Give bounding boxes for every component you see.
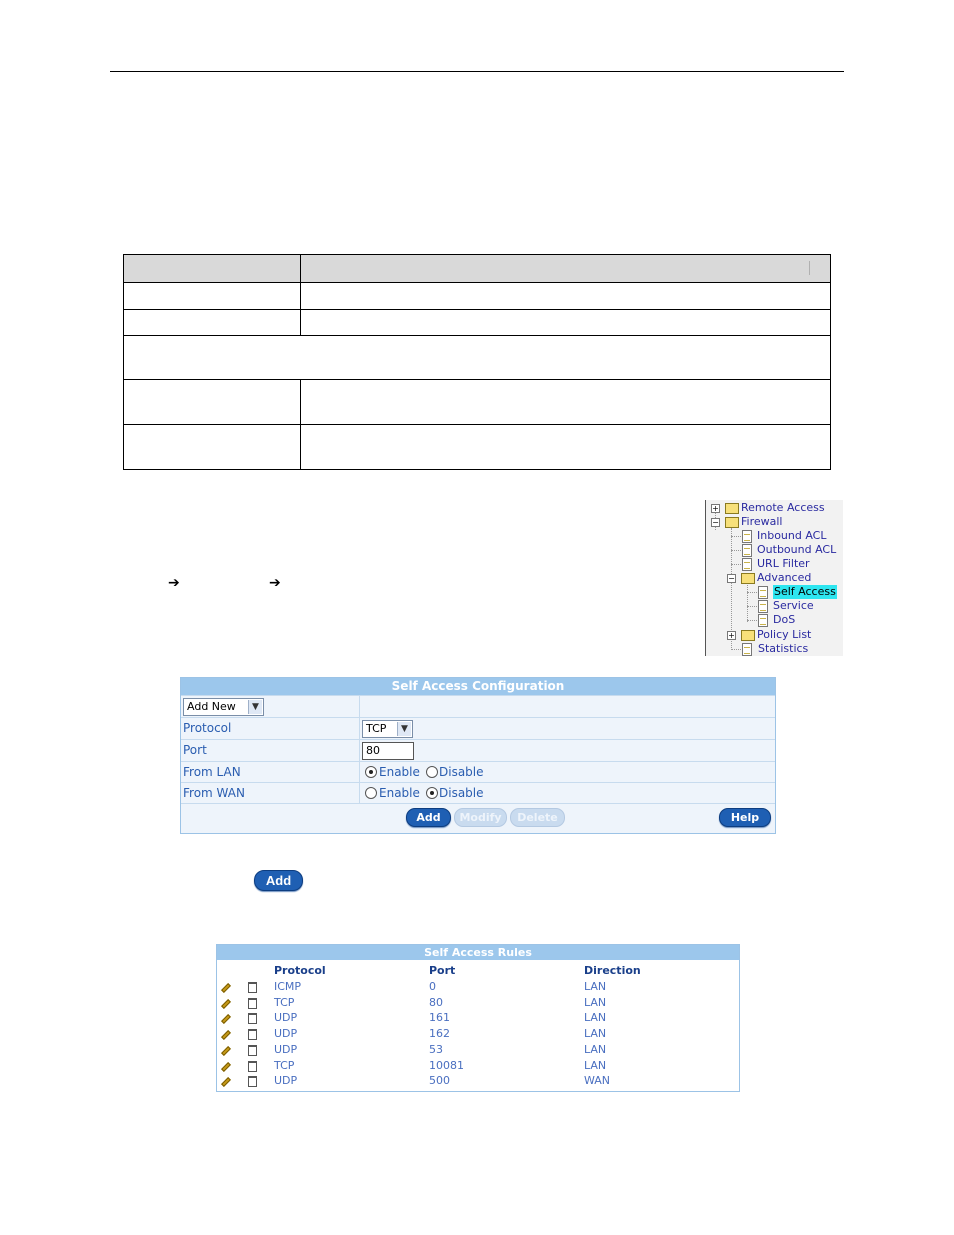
table-row	[217, 996, 739, 1010]
open-folder-icon	[725, 517, 739, 528]
port-label: Port	[183, 743, 207, 757]
page-icon	[742, 558, 752, 571]
protocol-select[interactable]: TCP ▼	[362, 720, 413, 738]
rule-direction: LAN	[584, 980, 607, 993]
table-row	[217, 980, 739, 994]
firewall-nav-tree: + Remote Access − Firewall Inbound ACL Outbound ACL URL Filter − Advanced Self Access Service DoS + Policy List Statistics	[705, 500, 843, 656]
doc-table-span-row	[124, 336, 831, 380]
folder-icon	[725, 503, 739, 514]
delete-trash-icon[interactable]	[248, 1013, 257, 1024]
doc-table-row	[124, 283, 831, 310]
path-arrow-icon: ➔	[269, 575, 281, 591]
rule-protocol: TCP	[274, 1059, 295, 1072]
rule-direction: LAN	[584, 1027, 607, 1040]
rule-port: 0	[429, 980, 436, 993]
delete-trash-icon[interactable]	[248, 1029, 257, 1040]
column-header-direction: Direction	[584, 964, 641, 977]
doc-table-row	[124, 380, 831, 425]
doc-parameter-table	[123, 254, 831, 470]
delete-trash-icon[interactable]	[248, 982, 257, 993]
entry-select-row	[181, 695, 775, 717]
page-header-rule	[110, 71, 844, 72]
rule-port: 162	[429, 1027, 450, 1040]
edit-pencil-icon[interactable]	[221, 1046, 231, 1056]
rule-protocol: UDP	[274, 1027, 298, 1040]
rule-protocol: UDP	[274, 1074, 298, 1087]
table-row	[217, 1027, 739, 1041]
port-row	[181, 739, 775, 761]
self-access-config-panel	[180, 677, 776, 834]
table-row	[217, 1059, 739, 1073]
from-lan-label: From LAN	[183, 765, 241, 779]
from-wan-disable-radio[interactable]	[426, 787, 438, 799]
rule-direction: LAN	[584, 996, 607, 1009]
from-wan-label: From WAN	[183, 786, 245, 800]
doc-table-row	[124, 310, 831, 336]
column-header-protocol: Protocol	[274, 964, 326, 977]
config-title: Self Access Configuration	[181, 678, 775, 695]
doc-table-header-row	[124, 255, 831, 283]
rule-protocol: UDP	[274, 1043, 298, 1056]
edit-pencil-icon[interactable]	[221, 1030, 231, 1040]
open-folder-icon	[741, 573, 755, 584]
edit-pencil-icon[interactable]	[221, 1062, 231, 1072]
rules-title: Self Access Rules	[217, 945, 739, 960]
delete-trash-icon[interactable]	[248, 998, 257, 1009]
rule-direction: LAN	[584, 1043, 607, 1056]
rule-protocol: ICMP	[274, 980, 302, 993]
page-icon	[758, 586, 768, 599]
folder-icon	[741, 630, 755, 641]
expand-icon[interactable]: +	[712, 504, 719, 513]
protocol-label: Protocol	[183, 721, 232, 735]
config-button-row	[181, 803, 775, 832]
path-arrow-icon: ➔	[168, 575, 180, 591]
collapse-icon[interactable]: −	[712, 518, 719, 527]
page-icon	[742, 643, 752, 656]
from-wan-enable-label: Enable	[379, 786, 420, 800]
rule-protocol: TCP	[274, 996, 295, 1009]
table-row	[217, 1043, 739, 1057]
rule-port: 500	[429, 1074, 450, 1087]
protocol-row	[181, 717, 775, 739]
edit-pencil-icon[interactable]	[221, 999, 231, 1009]
edit-pencil-icon[interactable]	[221, 1014, 231, 1024]
help-button[interactable]: Help	[719, 808, 771, 827]
port-input[interactable]: 80	[362, 742, 414, 760]
rule-port: 161	[429, 1011, 450, 1024]
rule-direction: LAN	[584, 1059, 607, 1072]
rule-direction: WAN	[584, 1074, 611, 1087]
from-wan-row	[181, 782, 775, 803]
from-lan-enable-label: Enable	[379, 765, 420, 779]
from-lan-disable-label: Disable	[439, 765, 484, 779]
rule-protocol: UDP	[274, 1011, 298, 1024]
table-row	[217, 1074, 739, 1088]
chevron-down-icon[interactable]: ▼	[248, 700, 262, 714]
page-icon	[758, 600, 768, 613]
edit-pencil-icon[interactable]	[221, 983, 231, 993]
delete-trash-icon[interactable]	[248, 1076, 257, 1087]
from-wan-enable-radio[interactable]	[365, 787, 377, 799]
self-access-rules-table	[216, 944, 740, 1092]
page-icon	[742, 530, 752, 543]
from-lan-disable-radio[interactable]	[426, 766, 438, 778]
rule-port: 10081	[429, 1059, 464, 1072]
rule-port: 80	[429, 996, 443, 1009]
expand-icon[interactable]: +	[728, 631, 735, 640]
page-icon	[758, 614, 768, 627]
collapse-icon[interactable]: −	[728, 574, 735, 583]
modify-button[interactable]: Modify	[454, 808, 507, 827]
from-lan-enable-radio[interactable]	[365, 766, 377, 778]
doc-table-row	[124, 425, 831, 470]
from-lan-row	[181, 761, 775, 782]
add-button-figure[interactable]: Add	[254, 870, 303, 891]
chevron-down-icon[interactable]: ▼	[397, 722, 411, 736]
delete-trash-icon[interactable]	[248, 1045, 257, 1056]
delete-button[interactable]: Delete	[510, 808, 565, 827]
entry-select[interactable]: Add New ▼	[183, 698, 264, 716]
column-header-port: Port	[429, 964, 456, 977]
page-icon	[742, 544, 752, 557]
delete-trash-icon[interactable]	[248, 1061, 257, 1072]
table-row	[217, 1011, 739, 1025]
add-button[interactable]: Add	[406, 808, 451, 827]
edit-pencil-icon[interactable]	[221, 1077, 231, 1087]
rule-direction: LAN	[584, 1011, 607, 1024]
rule-port: 53	[429, 1043, 443, 1056]
from-wan-disable-label: Disable	[439, 786, 484, 800]
